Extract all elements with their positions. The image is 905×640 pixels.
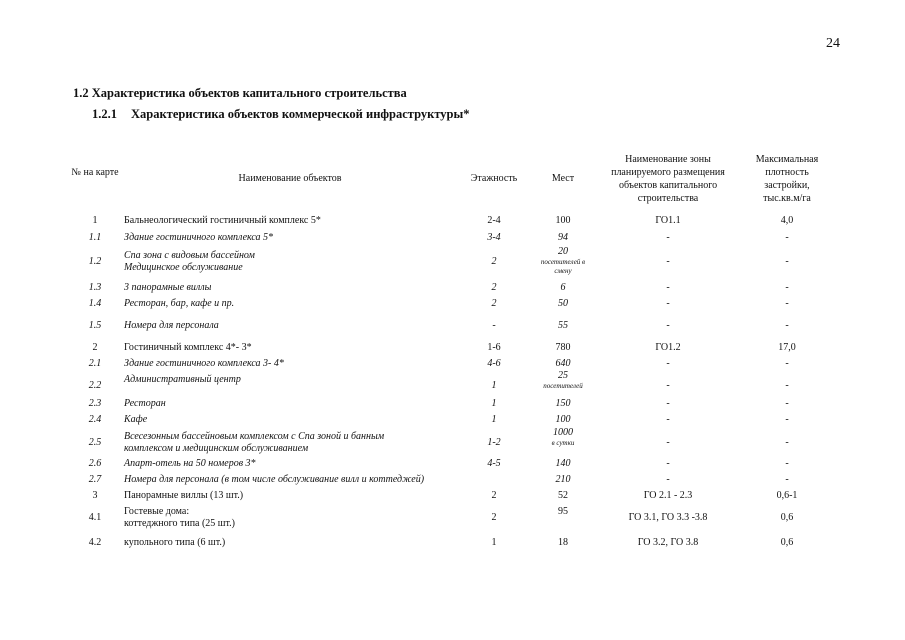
density-value: 17,0 bbox=[778, 342, 796, 353]
density-value: - bbox=[785, 298, 789, 309]
density-value: - bbox=[785, 282, 789, 293]
places-note-wrap bbox=[534, 382, 592, 391]
row-number: 2.7 bbox=[88, 474, 102, 485]
floors-value: 1 bbox=[491, 398, 497, 409]
object-name: Спа зона с видовым бассейном bbox=[124, 250, 255, 261]
floors-value: 1-6 bbox=[487, 342, 501, 353]
object-name: Гостевые дома: bbox=[124, 506, 190, 517]
floors-value: 2 bbox=[491, 512, 497, 523]
density-value: - bbox=[785, 414, 789, 425]
object-name: Всесезонным бассейновым комплексом с Спа зоной и банным bbox=[124, 431, 385, 442]
row-number: 2.4 bbox=[88, 414, 102, 425]
zone-value: - bbox=[666, 298, 670, 309]
places-value: 6 bbox=[560, 282, 566, 293]
floors-value: 1 bbox=[491, 414, 497, 425]
floors-value: 4-6 bbox=[487, 358, 501, 369]
object-name: Ресторан bbox=[124, 398, 166, 409]
zone-value: - bbox=[666, 358, 670, 369]
row-number: 1.3 bbox=[88, 282, 102, 293]
density-value: - bbox=[785, 358, 789, 369]
density-value: 4,0 bbox=[780, 215, 794, 226]
places-value: 25 bbox=[558, 370, 568, 381]
row-number: 3 bbox=[92, 490, 98, 501]
zone-value: - bbox=[666, 458, 670, 469]
places-value: 52 bbox=[558, 490, 568, 501]
header-name: Наименование объектов bbox=[238, 173, 342, 184]
floors-value: 3-4 bbox=[487, 232, 501, 243]
density-value: - bbox=[785, 256, 789, 267]
row-number: 2.3 bbox=[88, 398, 102, 409]
row-number: 1 bbox=[92, 215, 98, 226]
zone-value: - bbox=[666, 320, 670, 331]
places-value: 640 bbox=[555, 358, 571, 369]
density-value: - bbox=[785, 380, 789, 391]
density-value: 0,6-1 bbox=[776, 490, 798, 501]
places-note: посетителей в смену bbox=[540, 258, 586, 275]
floors-value: - bbox=[492, 320, 496, 331]
floors-value: 2 bbox=[491, 298, 497, 309]
row-number: 2.6 bbox=[88, 458, 102, 469]
floors-value: 2-4 bbox=[487, 215, 501, 226]
zone-value: - bbox=[666, 398, 670, 409]
places-value: 150 bbox=[555, 398, 571, 409]
row-number: 1.1 bbox=[88, 232, 102, 243]
object-name: Кафе bbox=[124, 414, 148, 425]
page-number: 24 bbox=[826, 36, 840, 51]
object-name: Здание гостиничного комплекса 5* bbox=[124, 232, 274, 243]
density-value: - bbox=[785, 437, 789, 448]
object-name: 3 панорамные виллы bbox=[124, 282, 212, 293]
object-name: Бальнеологический гостиничный комплекс 5* bbox=[124, 215, 321, 226]
floors-value: 2 bbox=[491, 282, 497, 293]
object-name-line2: Медицинское обслуживание bbox=[124, 262, 243, 273]
places-value: 50 bbox=[558, 298, 568, 309]
object-name: Гостиничный комплекс 4*- 3* bbox=[124, 342, 252, 353]
floors-value: 2 bbox=[491, 490, 497, 501]
row-number: 2.1 bbox=[88, 358, 102, 369]
places-value: 1000 bbox=[553, 427, 573, 438]
density-value: - bbox=[785, 458, 789, 469]
row-number: 4.2 bbox=[88, 537, 102, 548]
places-value: 210 bbox=[555, 474, 571, 485]
object-name: Апарт-отель на 50 номеров 3* bbox=[124, 458, 256, 469]
subsection-number: 1.2.1 bbox=[92, 107, 117, 121]
header-floors: Этажность bbox=[470, 173, 518, 184]
zone-value: - bbox=[666, 256, 670, 267]
header-num: № на карте bbox=[71, 167, 119, 178]
places-value: 94 bbox=[558, 232, 568, 243]
zone-value: ГО 3.2, ГО 3.8 bbox=[637, 537, 699, 548]
places-note: в сутки bbox=[551, 439, 575, 447]
object-name: Здание гостиничного комплекса 3- 4* bbox=[124, 358, 284, 369]
row-number: 1.2 bbox=[88, 256, 102, 267]
row-number: 2.5 bbox=[88, 437, 102, 448]
places-value: 140 bbox=[555, 458, 571, 469]
density-value: 0,6 bbox=[780, 537, 794, 548]
section-heading: 1.2 Характеристика объектов капитального строительства bbox=[73, 86, 407, 100]
row-number: 1.5 bbox=[88, 320, 102, 331]
row-number: 1.4 bbox=[88, 298, 102, 309]
object-name: Панорамные виллы (13 шт.) bbox=[124, 490, 244, 501]
zone-value: ГО 3.1, ГО 3.3 -3.8 bbox=[628, 512, 708, 523]
places-value: 55 bbox=[558, 320, 568, 331]
object-name-line2: комплексом и медицинским обслуживанием bbox=[124, 443, 309, 454]
object-name: купольного типа (6 шт.) bbox=[124, 537, 226, 548]
object-name-line2: коттеджного типа (25 шт.) bbox=[124, 518, 235, 529]
row-number: 2 bbox=[92, 342, 98, 353]
density-value: - bbox=[785, 320, 789, 331]
floors-value: 1-2 bbox=[487, 437, 501, 448]
object-name: Номера для персонала (в том числе обслуживание вилл и коттеджей) bbox=[124, 474, 425, 485]
places-value: 100 bbox=[555, 215, 571, 226]
zone-value: ГО1.2 bbox=[655, 342, 681, 353]
zone-value: - bbox=[666, 380, 670, 391]
header-places: Мест bbox=[551, 173, 575, 184]
places-value: 20 bbox=[558, 246, 568, 257]
zone-value: - bbox=[666, 282, 670, 293]
object-name: Номера для персонала bbox=[124, 320, 219, 331]
floors-value: 4-5 bbox=[487, 458, 501, 469]
places-value: 100 bbox=[555, 414, 571, 425]
places-note: посетителей bbox=[543, 382, 583, 390]
zone-value: - bbox=[666, 437, 670, 448]
zone-value: ГО 2.1 - 2.3 bbox=[643, 490, 693, 501]
subsection-heading bbox=[92, 107, 470, 122]
object-name: Административный центр bbox=[124, 374, 241, 385]
row-number: 2.2 bbox=[88, 380, 102, 391]
zone-value: - bbox=[666, 232, 670, 243]
density-value: - bbox=[785, 398, 789, 409]
object-name: Ресторан, бар, кафе и пр. bbox=[124, 298, 235, 309]
floors-value: 1 bbox=[491, 380, 497, 391]
floors-value: 2 bbox=[491, 256, 497, 267]
zone-value: - bbox=[666, 474, 670, 485]
density-value: 0,6 bbox=[780, 512, 794, 523]
floors-value: 1 bbox=[491, 537, 497, 548]
places-value: 18 bbox=[558, 537, 568, 548]
density-value: - bbox=[785, 232, 789, 243]
places-value: 95 bbox=[558, 506, 568, 517]
places-note-wrap bbox=[534, 439, 592, 448]
density-value: - bbox=[785, 474, 789, 485]
places-note-wrap bbox=[534, 258, 592, 276]
zone-value: - bbox=[666, 414, 670, 425]
header-density: Максимальная плотность застройки, тыс.кв.м/га bbox=[755, 154, 819, 204]
zone-value: ГО1.1 bbox=[655, 215, 681, 226]
places-value: 780 bbox=[555, 342, 571, 353]
row-number: 4.1 bbox=[88, 512, 102, 523]
subsection-title: Характеристика объектов коммерческой инфраструктуры* bbox=[131, 107, 470, 121]
header-zone: Наименование зоны планируемого размещения объектов капитального строительства bbox=[611, 154, 725, 204]
